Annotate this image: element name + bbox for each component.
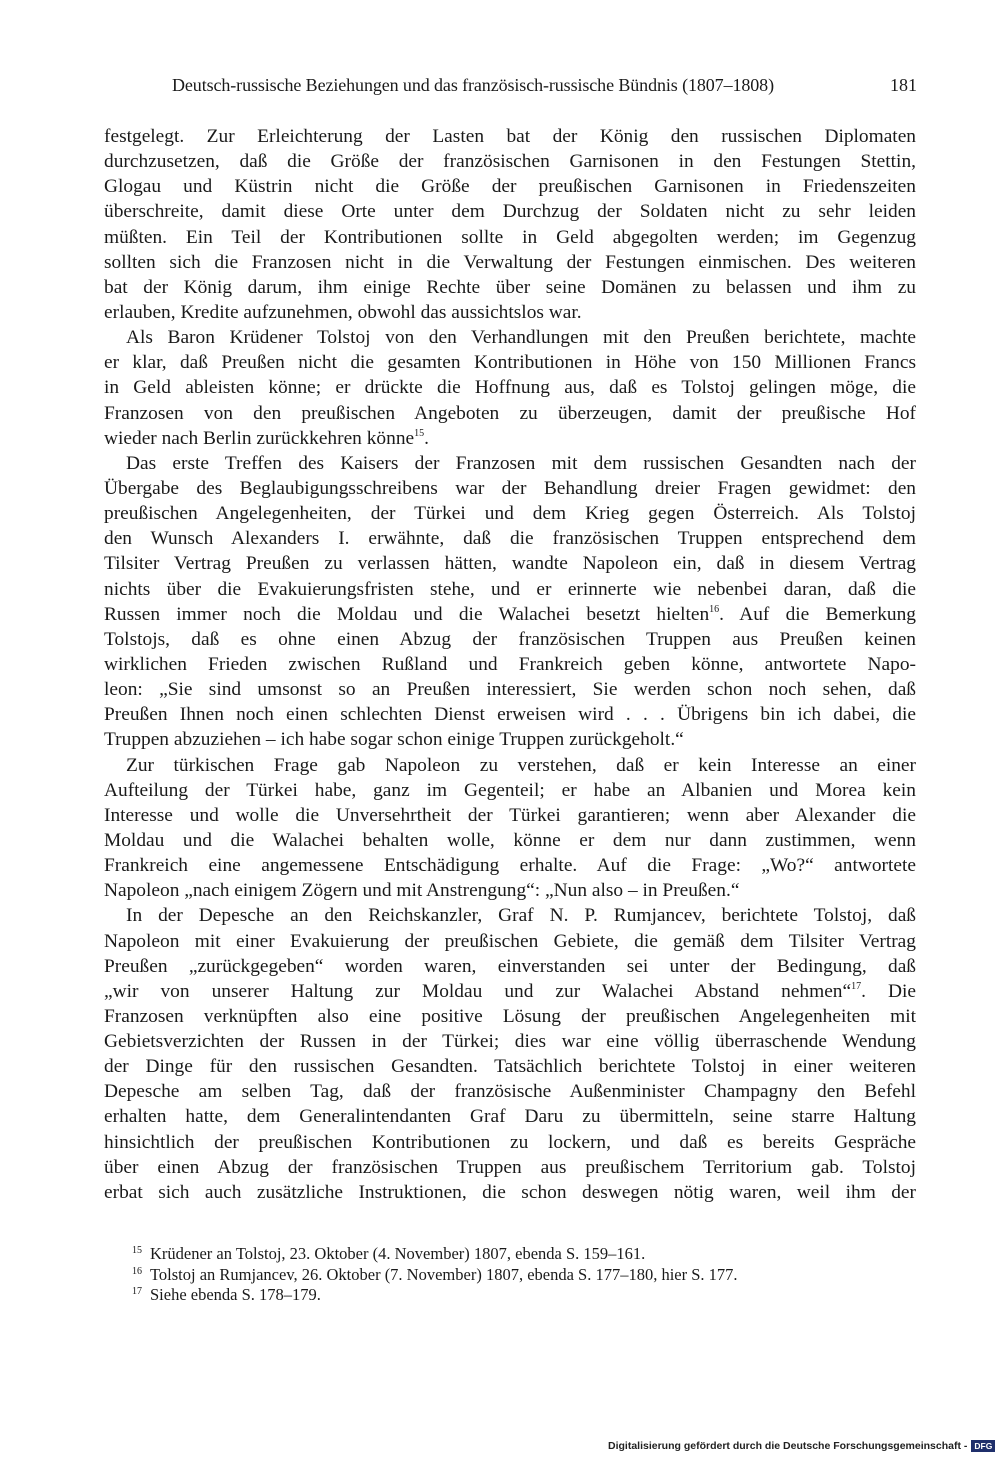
text-line: Aufteilung der Türkei habe, ganz im Gegenteil; er habe an Albanien und Morea kein: [104, 779, 916, 801]
text-line: Das erste Treffen des Kaisers der Franzosen mit dem russischen Gesandten nach der: [126, 452, 916, 474]
text-line: Übergabe des Beglaubigungsschreibens war der Behandlung dreier Fragen gewidmet: den: [104, 477, 916, 499]
footnote-number: 17: [132, 1286, 142, 1297]
footnote-text: Krüdener an Tolstoj, 23. Oktober (4. November) 1807, ebenda S. 159–161.: [150, 1244, 646, 1263]
digitization-footer: [608, 1440, 994, 1452]
text-line: preußischen Angelegenheiten, der Türkei und dem Krieg gegen Österreich. Als Tolstoj: [104, 503, 916, 525]
text-line: Franzosen von den preußischen Angeboten zu überzeugen, damit der preußische Hof: [104, 402, 916, 424]
running-header: [172, 74, 917, 96]
text-line: Napoleon „nach einigem Zögern und mit Anstrengung“: „Nun also – in Preußen.“: [104, 880, 740, 902]
text-line: Glogau und Küstrin nicht die Größe der preußischen Garnisonen in Friedenszeiten: [104, 176, 916, 198]
text-line: wirklichen Frieden zwischen Rußland und Frankreich geben könne, antwortete Napo-: [104, 653, 916, 675]
running-title: Deutsch-russische Beziehungen und das französisch-russische Bündnis (1807–1808): [172, 75, 774, 95]
body-text: [104, 124, 916, 1205]
text-line: müßten. Ein Teil der Kontributionen sollte in Geld abgegolten werden; im Gegenzug: [104, 226, 916, 248]
footer-text: Digitalisierung gefördert durch die Deutsche Forschungsgemeinschaft -: [608, 1440, 968, 1452]
text-line: erlauben, Kredite aufzunehmen, obwohl das aussichtslos war.: [104, 301, 582, 323]
footnote: [132, 1282, 912, 1303]
text-line: der Dinge für den russischen Gesandten. Tatsächlich berichtete Tolstoj in einer weiteren: [104, 1056, 916, 1078]
text-line: erbat sich auch zusätzliche Instruktionen, die schon deswegen nötig waren, weil ihm der: [104, 1181, 916, 1203]
text-line: Truppen abzuziehen – ich habe sogar schon einige Truppen zurückgeholt.“: [104, 729, 684, 751]
text-line: durchzusetzen, daß die Größe der französischen Garnisonen in den Festungen Stettin,: [104, 151, 916, 173]
text-line: wieder nach Berlin zurückkehren könne$^{15}$.: [104, 427, 429, 449]
footnote-ref: 17: [851, 980, 862, 992]
footnote-ref: 15: [414, 427, 425, 439]
paragraph: [104, 451, 916, 753]
footnote: [132, 1241, 912, 1262]
text-line: Preußen „zurückgegeben“ worden waren, einverstanden sei unter der Bedingung, daß: [104, 955, 916, 977]
text-line: Tolstojs, daß es ohne einen Abzug der französischen Truppen aus Preußen keinen: [104, 628, 916, 650]
text-line: In der Depesche an den Reichskanzler, Graf N. P. Rumjancev, berichtete Tolstoj, daß: [126, 905, 916, 927]
text-line: Moldau und die Walachei behalten wolle, könne er dem nur dann zustimmen, wenn: [104, 829, 916, 851]
text-line: Interesse und wolle die Unversehrtheit der Türkei garantieren; wenn aber Alexander die: [104, 804, 916, 826]
paragraph: [104, 124, 916, 325]
text-line: sollten sich die Franzosen nicht in die Verwaltung der Festungen einmischen. Des weiteren: [104, 251, 916, 273]
footnote: [132, 1262, 912, 1283]
text-line: er klar, daß Preußen nicht die gesamten Kontributionen in Höhe von 150 Millionen Francs: [104, 352, 916, 374]
page-number: 181: [890, 75, 917, 95]
text-line: leon: „Sie sind umsonst so an Preußen interessiert, Sie werden schon noch sehen, daß: [104, 679, 916, 701]
footnote-text: Tolstoj an Rumjancev, 26. Oktober (7. November) 1807, ebenda S. 177–180, hier S. 177.: [150, 1264, 738, 1284]
paragraph: [104, 753, 916, 904]
footnote-text: Siehe ebenda S. 178–179.: [150, 1285, 321, 1304]
text-line: überschreite, damit diese Orte unter dem Durchzug der Soldaten nicht zu sehr leiden: [104, 201, 916, 223]
text-line: Preußen Ihnen noch einen schlechten Dienst erweisen wird . . . Übrigens bin ich dabei, die: [104, 704, 916, 726]
text-line: Depesche am selben Tag, daß der französische Außenminister Champagny den Befehl: [104, 1081, 916, 1103]
text-line: in Geld ableisten könne; er drückte die Hoffnung aus, daß es Tolstoj gelingen möge, die: [104, 377, 916, 399]
text-line: „wir von unserer Haltung zur Moldau und zur Walachei Abstand nehmen“$^{17}$. Die: [104, 980, 916, 1002]
footnote-ref: 16: [709, 603, 720, 615]
paragraph: [104, 903, 916, 1205]
text-line: Zur türkischen Frage gab Napoleon zu verstehen, daß er kein Interesse an einer: [126, 754, 916, 776]
text-line: nichts über die Evakuierungsfristen stehe, und er erinnerte wie nebenbei daran, daß die: [104, 578, 916, 600]
text-line: Gebietsverzichten der Russen in der Türkei; dies war eine völlig überraschende Wendung: [104, 1031, 916, 1053]
text-line: Franzosen verknüpften also eine positive Lösung der preußischen Angelegenheiten mit: [104, 1005, 916, 1027]
paragraph: [104, 325, 916, 451]
text-line: hinsichtlich der preußischen Kontributionen zu lockern, und daß es bereits Gespräche: [104, 1131, 916, 1153]
text-line: Als Baron Krüdener Tolstoj von den Verhandlungen mit den Preußen berichtete, machte: [126, 327, 916, 349]
footnote-number: 16: [132, 1265, 142, 1277]
text-line: erhalten hatte, dem Generalintendanten Graf Daru zu übermitteln, seine starre Haltung: [104, 1106, 916, 1128]
footnote-number: 15: [132, 1245, 142, 1256]
text-line: Napoleon mit einer Evakuierung der preußischen Gebiete, die gemäß dem Tilsiter Vertrag: [104, 930, 916, 952]
text-line: bat der König darum, ihm einige Rechte über seine Domänen zu belassen und ihm zu: [104, 276, 916, 298]
dfg-logo: DFG: [971, 1440, 995, 1452]
text-line: über einen Abzug der französischen Truppen aus preußischem Territorium gab. Tolstoj: [104, 1156, 916, 1178]
text-line: Russen immer noch die Moldau und die Walachei besetzt hielten$^{16}$. Auf die Bemerkung: [104, 603, 916, 625]
text-line: Frankreich eine angemessene Entschädigung erhalte. Auf die Frage: „Wo?“ antwortete: [104, 855, 916, 877]
text-line: den Wunsch Alexanders I. erwähnte, daß die französischen Truppen entsprechend dem: [104, 528, 916, 550]
text-line: Tilsiter Vertrag Preußen zu verlassen hätten, wandte Napoleon ein, daß in diesem Vertrag: [104, 553, 916, 575]
text-line: festgelegt. Zur Erleichterung der Lasten bat der König den russischen Diplomaten: [104, 126, 916, 147]
footnotes: [132, 1241, 912, 1303]
